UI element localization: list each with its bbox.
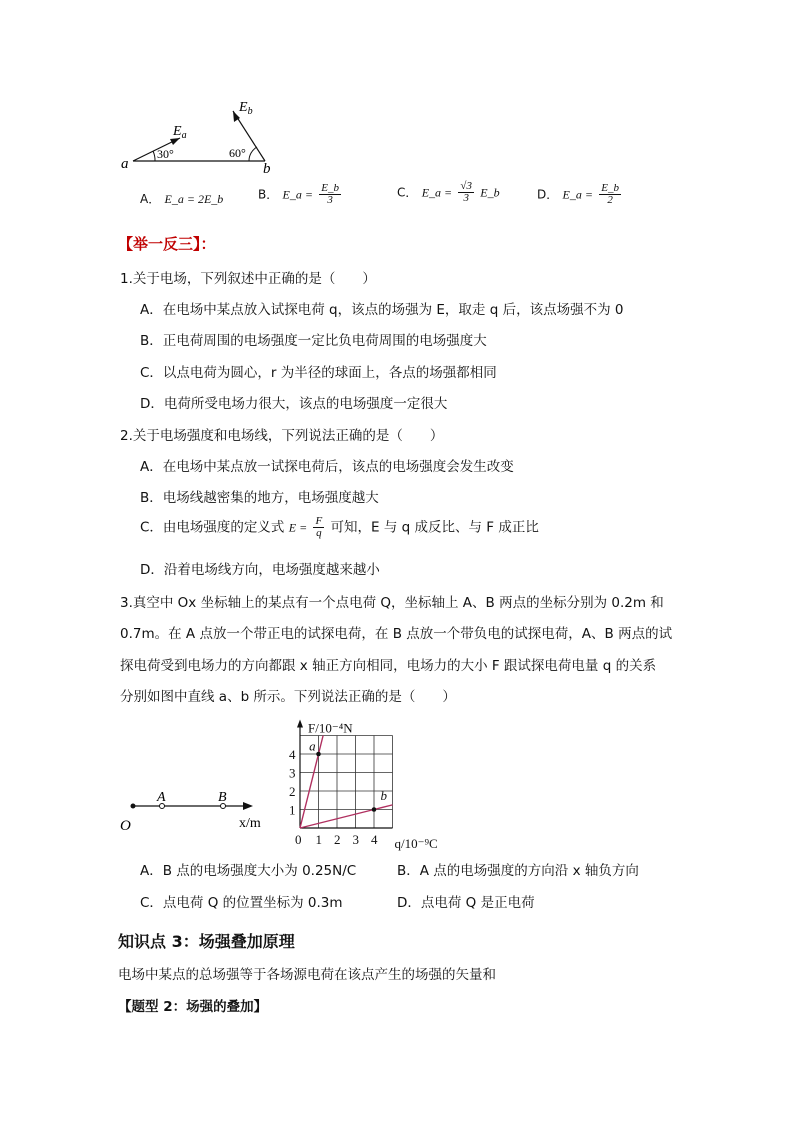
y-tick-label: 2: [289, 784, 296, 799]
q1-option-a: A．在电场中某点放入试探电荷 q，该点的场强为 E，取走 q 后，该点场强不为 0: [140, 302, 624, 318]
vector-eb-label: $E_b$: [239, 100, 253, 117]
x-tick-label: 1: [315, 832, 322, 847]
q1-stem: 1.关于电场，下列叙述中正确的是（ ）: [120, 271, 376, 287]
q1-option-c: C．以点电荷为圆心，r 为半径的球面上，各点的场强都相同: [140, 365, 497, 381]
q3-line1: 3.真空中 Ox 坐标轴上的某点有一个点电荷 Q，坐标轴上 A、B 两点的坐标分别为 0.2m 和: [120, 595, 664, 611]
vector-diagram: [115, 95, 285, 175]
origin-label: O: [120, 818, 131, 834]
type-title: 【题型 2：场强的叠加】: [118, 999, 268, 1015]
q2-option-a: A．在电场中某点放一试探电荷后，该点的电场强度会发生改变: [140, 459, 514, 475]
top-option-d: D． E_a = $\frac{E\_b}{2}$: [537, 182, 620, 206]
q1-option-d: D．电荷所受电场力很大，该点的电场强度一定很大: [140, 396, 448, 412]
q3-option-d: D．点电荷 Q 是正电荷: [397, 895, 535, 911]
section-title: 【举一反三】：: [118, 235, 216, 253]
q3-option-b: B．A 点的电场强度的方向沿 x 轴负方向: [397, 863, 639, 879]
fraction: $\frac{E\_b}{2}$: [601, 182, 620, 206]
vector-ea-label: $E_a$: [173, 124, 187, 141]
point-b-label: B: [218, 790, 227, 805]
knowledge-body: 电场中某点的总场强等于各场源电荷在该点产生的场强的矢量和: [118, 967, 496, 983]
f-q-chart: [280, 708, 455, 853]
series-line-b: [300, 805, 393, 828]
fraction: $\frac{F}{q}$: [315, 515, 323, 539]
fraction: $\frac{E\_b}{3}$: [321, 182, 339, 206]
q3-line3: 探电荷受到电场力的方向都跟 x 轴正方向相同，电场力的大小 F 跟试探电荷电量 q 的关系: [120, 658, 657, 674]
series-label-a: a: [309, 738, 316, 754]
x-axis-diagram: [115, 785, 275, 835]
x-axis-label: x/m: [239, 816, 261, 831]
q3-option-a: A．B 点的电场强度大小为 0.25N/C: [140, 863, 357, 879]
angle-60-label: 60°: [229, 146, 246, 160]
q2-stem: 2.关于电场强度和电场线，下列说法正确的是（ ）: [120, 428, 444, 444]
fraction: $\frac{√3}{3}$: [460, 180, 472, 204]
q3-line2: 0.7m。在 A 点放一个带正电的试探电荷，在 B 点放一个带负电的试探电荷，A、B 两点的试: [120, 626, 673, 642]
knowledge-title: 知识点 3：场强叠加原理: [118, 932, 295, 951]
top-option-c: C． E_a = $\frac{√3}{3}$ E_b: [397, 180, 500, 204]
x-axis-label: q/10⁻⁹C: [394, 836, 438, 851]
point-a-label: a: [121, 156, 129, 172]
y-axis-arrow: [297, 720, 303, 728]
point-b-label: b: [263, 161, 271, 175]
x-tick-label: 2: [334, 832, 341, 847]
y-axis-label: F/10⁻⁴N: [308, 720, 353, 736]
data-point: [316, 752, 321, 757]
top-option-b: B． E_a = $\frac{E\_b}{3}$: [258, 182, 339, 206]
q1-option-b: B．正电荷周围的电场强度一定比负电荷周围的电场强度大: [140, 333, 487, 349]
y-tick-label: 4: [289, 747, 296, 762]
origin-dot: [131, 804, 136, 809]
y-tick-label: 3: [289, 765, 296, 781]
q3-option-c: C．点电荷 Q 的位置坐标为 0.3m: [140, 895, 343, 911]
x-tick-label: 4: [371, 832, 378, 847]
angle-30-label: 30°: [157, 147, 174, 161]
q3-line4: 分别如图中直线 a、b 所示。下列说法正确的是（ ）: [120, 689, 456, 705]
x-tick-label: 3: [352, 832, 359, 847]
q2-option-d: D．沿着电场线方向，电场强度越来越小: [140, 562, 380, 578]
top-option-a: A． E_a = 2E_b: [140, 192, 224, 206]
x-tick-label: 0: [295, 832, 302, 847]
q2-option-b: B．电场线越密集的地方，电场强度越大: [140, 490, 379, 506]
option-a-expr: E_a = 2E_b: [164, 192, 224, 206]
q2-option-c: C．由电场强度的定义式 E = $\frac{F}{q}$ 可知，E 与 q 成反比、与 F 成正比: [140, 515, 539, 539]
point-a-label: A: [157, 790, 166, 805]
y-tick-label: 1: [289, 802, 296, 818]
series-label-b: b: [380, 787, 387, 803]
data-point: [372, 807, 377, 812]
